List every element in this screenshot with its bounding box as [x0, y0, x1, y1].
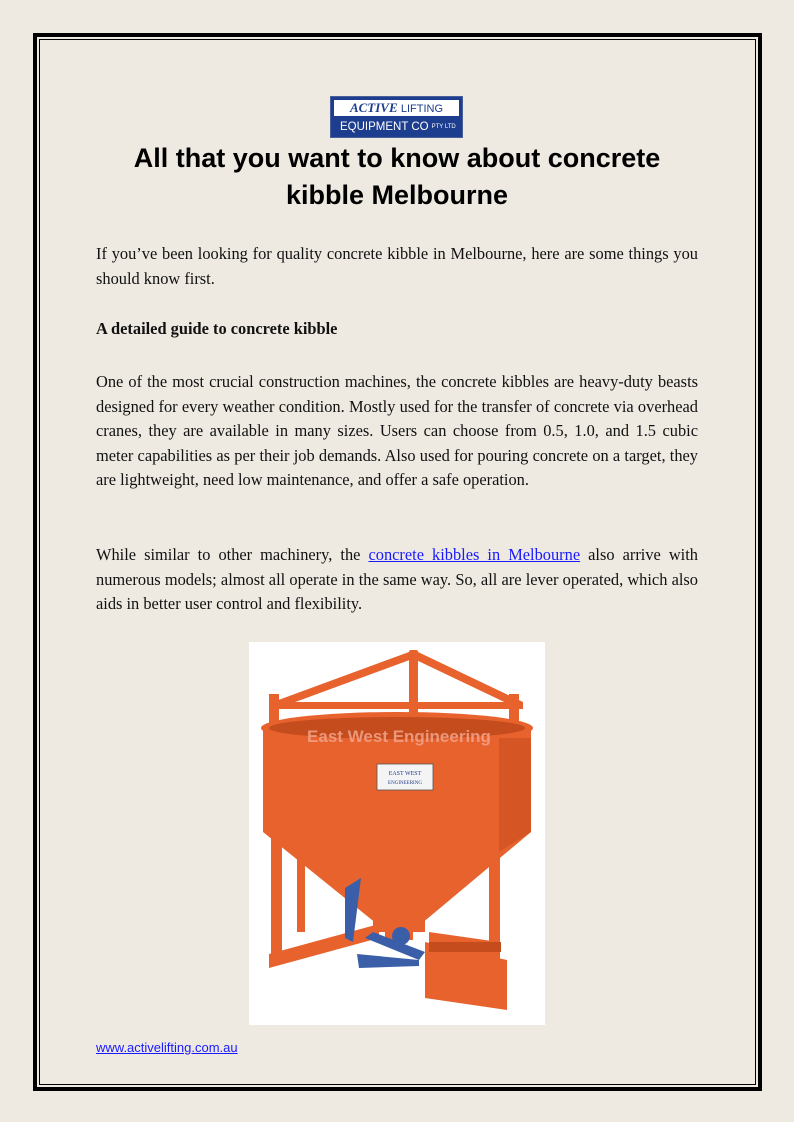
concrete-kibbles-link[interactable]: concrete kibbles in Melbourne: [368, 545, 581, 564]
page-title: All that you want to know about concrete kibble Melbourne: [133, 143, 661, 210]
paragraph-2-before: While similar to other machinery, the: [96, 545, 369, 564]
logo-bottom-band: [331, 117, 462, 137]
section-heading: A detailed guide to concrete kibble: [96, 319, 338, 338]
kibble-photo: [249, 642, 545, 1025]
kibble-side-shade: [499, 738, 531, 852]
logo-word-equipment: EQUIPMENT CO: [340, 121, 429, 133]
logo-top-band: [334, 100, 459, 116]
paragraph-1: One of the most crucial construction machines, the concrete kibbles are heavy-duty beasts designed for every weather condition. Mostly used for the transfer of concrete via overhead cranes, they are available in many sizes. Users can choose from 0.5, 1.0, and 1.5 cubic meter capabilities as per their job demands. Also used for pouring concrete on a target, they are lightweight, need low maintenance, and offer a safe operation.: [96, 372, 698, 489]
plate-line-1: EAST WEST: [388, 771, 422, 777]
watermark-text: East West Engineering: [307, 727, 491, 746]
maker-plate: [377, 764, 433, 790]
kibble-illustration: [249, 642, 545, 1025]
kibble-body: [261, 650, 533, 1010]
paragraph-2-after: also arrive with numerous models; almost all operate in the same way. So, all are lever operated, which also aids in better user control and flexibility.: [96, 545, 698, 613]
footer-website-link[interactable]: www.activelifting.com.au: [96, 1040, 238, 1055]
paragraph-2: [96, 543, 698, 617]
logo-word-lifting: LIFTING: [400, 103, 444, 115]
logo-pty-ltd: PTY LTD: [431, 123, 456, 130]
plate-line-2: ENGINEERING: [388, 781, 422, 786]
logo-word-active: ACTIVE: [349, 100, 398, 115]
company-logo: [330, 96, 463, 138]
intro-paragraph: If you’ve been looking for quality concrete kibble in Melbourne, here are some things you should know first.: [96, 244, 698, 288]
skid-inner-shade: [429, 942, 501, 952]
